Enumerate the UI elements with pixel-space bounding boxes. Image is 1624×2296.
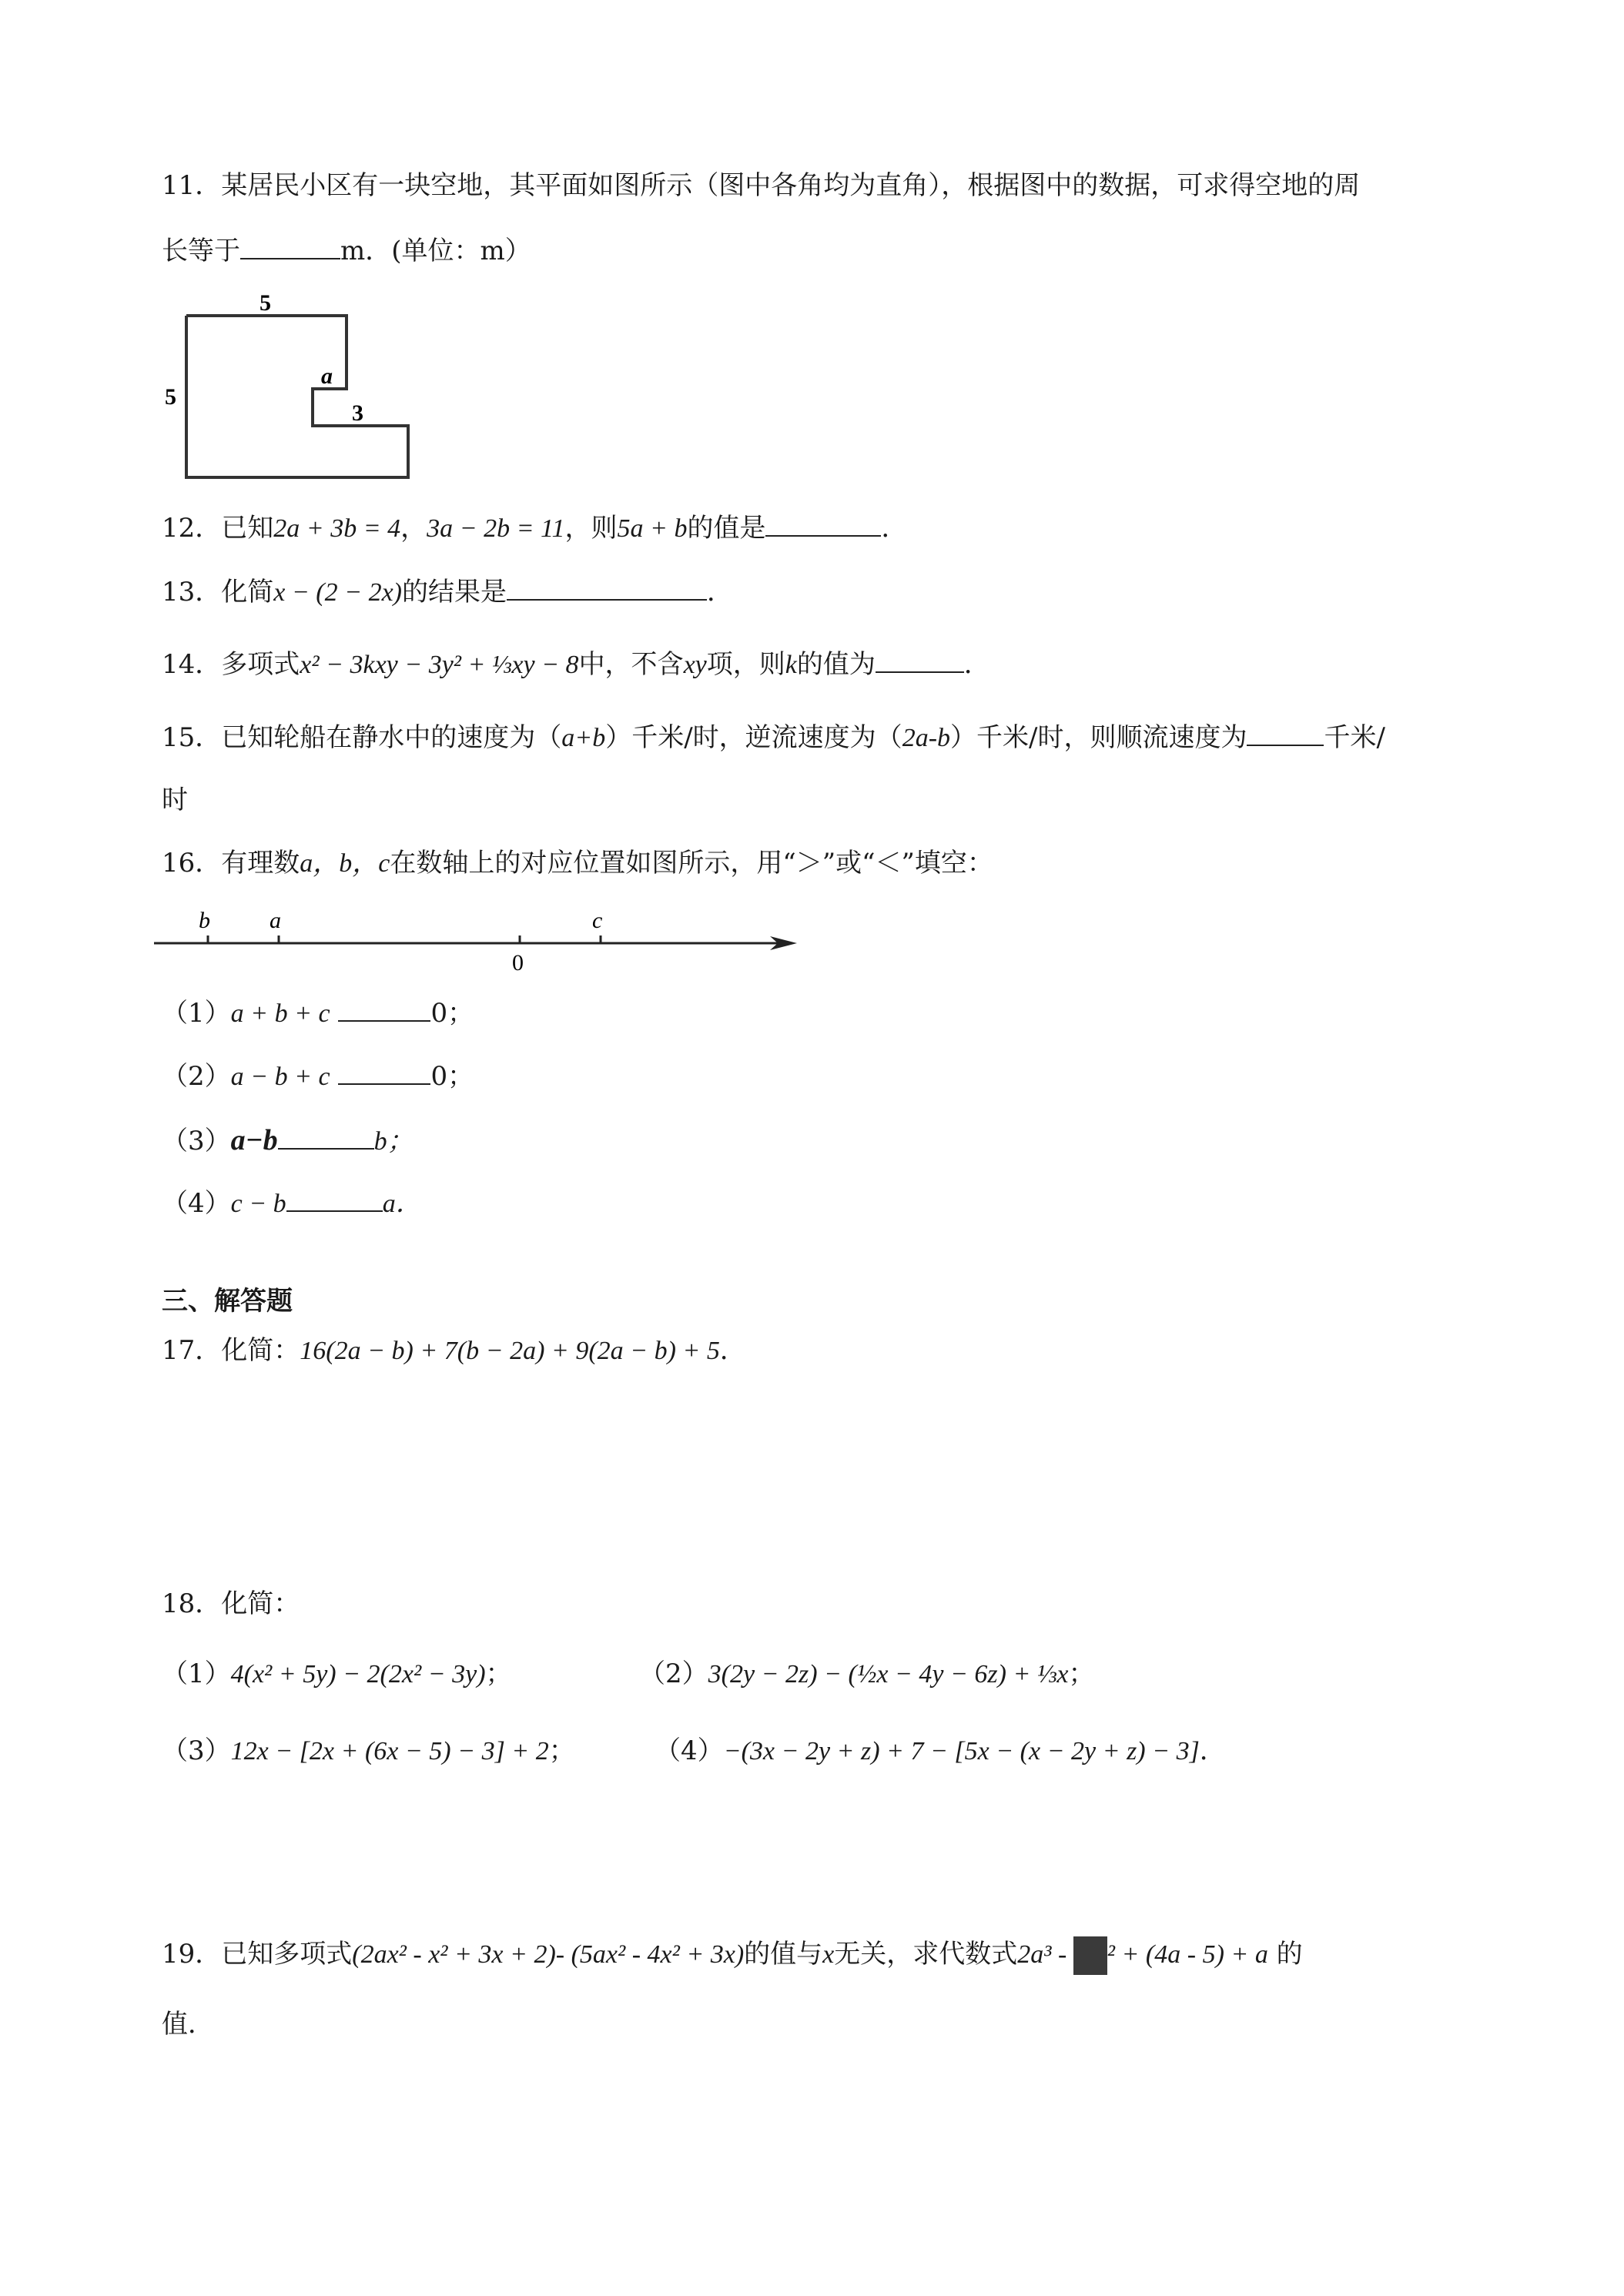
q11-figure-label-step: 3	[352, 400, 363, 426]
q19-x: x	[822, 1940, 835, 1969]
q18-part-4-expr: −(3x − 2y + z) + 7 − [5x − (x − 2y + z) − 3]	[723, 1737, 1200, 1766]
q16-part-4	[162, 1187, 422, 1220]
q19-pre: 19．已知多项式	[162, 1939, 353, 1970]
q18-part-2-label: （2）	[639, 1658, 708, 1689]
q14-mid2: 项，则	[706, 649, 785, 680]
q11-line2-pre: 长等于	[162, 236, 240, 266]
q18-part-2-end: ；	[1068, 1658, 1095, 1689]
q17-expr: 16(2a − b) + 7(b − 2a) + 9(2a − b) + 5	[300, 1337, 720, 1365]
q18-part-3-end: ；	[548, 1735, 575, 1766]
q18-part-4	[655, 1735, 1226, 1768]
q16-vars: a，b，c	[300, 849, 390, 878]
q12-end: ．	[881, 513, 908, 544]
q16-label-b: b	[199, 908, 210, 933]
q19-expr2-tail: ² + (4a - 5) + a	[1107, 1940, 1268, 1969]
q11-figure-label-left: 5	[165, 384, 176, 410]
q17-end: ．	[719, 1335, 746, 1366]
q12-line	[162, 512, 907, 545]
q12-answer-blank	[765, 512, 881, 537]
q17-pre: 17．化简：	[162, 1335, 300, 1366]
q16-part-4-expr: c − b	[230, 1190, 286, 1218]
q12-pre: 12．已知	[162, 513, 274, 544]
q19-expr2: 2a³ -	[1017, 1940, 1073, 1969]
q11-line2	[162, 235, 531, 267]
q13-answer-blank	[507, 576, 707, 601]
q19-line2: 值．	[162, 2009, 214, 2040]
q16-part-3	[162, 1124, 414, 1158]
q15-line1-post: 千米/	[1324, 722, 1385, 753]
q16-stem-pre: 16．有理数	[162, 848, 300, 879]
q16-number-line	[154, 897, 801, 978]
q14-pre: 14．多项式	[162, 649, 300, 680]
section-title: 三、解答题	[162, 1286, 293, 1317]
q16-stem	[162, 847, 993, 880]
q16-part-1-label: （1）	[162, 998, 231, 1029]
q14-k: k	[785, 651, 797, 679]
q13-expr: x − (2 − 2x)	[273, 578, 402, 607]
q16-part-1	[162, 997, 474, 1030]
q16-part-1-rhs: 0；	[430, 998, 474, 1029]
q17-line	[162, 1334, 746, 1367]
q18-part-1-end: ；	[485, 1658, 512, 1689]
q18-part-2	[639, 1658, 1094, 1691]
q18-part-3	[162, 1735, 575, 1768]
q15-answer-blank	[1247, 721, 1324, 746]
q13-pre: 13．化简	[162, 577, 274, 607]
q15-line2: 时	[162, 785, 188, 815]
q18-part-1-label: （1）	[162, 1658, 231, 1689]
q16-stem-post: 在数轴上的对应位置如图所示，用“＞”或“＜”填空：	[390, 848, 993, 879]
q16-part-3-rhs: b；	[373, 1127, 414, 1156]
q16-part-3-expr: a−b	[230, 1124, 278, 1156]
q15-line1-mid: ）千米/时，逆流速度为（	[605, 722, 902, 753]
q18-part-3-expr: 12x − [2x + (6x − 5) − 3] + 2	[230, 1737, 549, 1766]
q16-part-2-label: （2）	[162, 1061, 231, 1092]
q13-line	[162, 576, 733, 609]
q11-line1: 11．某居民小区有一块空地，其平面如图所示（图中各角均为直角），根据图中的数据，可求得空地的周	[162, 170, 1361, 201]
q19-mid: 的值与	[744, 1939, 823, 1970]
q15-line1-pre: 15．已知轮船在静水中的速度为（	[162, 722, 562, 753]
q15-v1: a+b	[561, 724, 606, 752]
q16-part-2-expr: a − b + c	[230, 1063, 330, 1091]
q14-post: 的值为	[796, 649, 876, 680]
q18-part-4-label: （4）	[655, 1735, 724, 1766]
q16-label-a: a	[270, 908, 281, 933]
q16-part-4-rhs: a．	[382, 1190, 422, 1218]
q12-mid: ，则	[564, 513, 618, 544]
q19-mid2: 无关，求代数式	[834, 1939, 1018, 1970]
q19-post: 的	[1276, 1939, 1303, 1970]
q18-part-2-expr: 3(2y − 2z) − (½x − 4y − 6z) + ⅓x	[708, 1660, 1069, 1689]
q13-post: 的结果是	[401, 577, 507, 607]
q19-garbled-glyph	[1073, 1936, 1107, 1975]
q14-end: ．	[963, 649, 990, 680]
q16-part-4-label: （4）	[162, 1188, 231, 1219]
q15-line1	[162, 721, 1385, 755]
q18-part-4-end: ．	[1199, 1735, 1226, 1766]
q12-eq1: 2a + 3b = 4	[273, 514, 401, 543]
q16-part-2-blank	[338, 1060, 430, 1085]
q16-part-2-rhs: 0；	[430, 1061, 474, 1092]
q11-answer-blank	[240, 235, 340, 259]
q16-part-4-blank	[286, 1187, 383, 1212]
q14-term: xy	[683, 651, 707, 679]
q12-eq2: 3a − 2b = 11	[427, 514, 565, 543]
q14-mid: 中，不含	[578, 649, 684, 680]
q12-expr: 5a + b	[617, 514, 688, 543]
q14-expr: x² − 3kxy − 3y² + ⅓xy − 8	[300, 651, 579, 679]
q15-v2: 2a-b	[902, 724, 951, 752]
q16-part-1-blank	[338, 997, 430, 1022]
q16-part-2	[162, 1060, 474, 1093]
q18-title: 18．化简：	[162, 1588, 300, 1619]
q19-line1	[162, 1936, 1303, 1975]
q14-answer-blank	[876, 648, 964, 673]
q15-line1-mid2: ）千米/时，则顺流速度为	[950, 722, 1247, 753]
q13-end: ．	[706, 577, 733, 607]
q16-part-3-blank	[278, 1125, 374, 1150]
q16-part-1-expr: a + b + c	[230, 999, 330, 1028]
q12-post: 的值是	[687, 513, 766, 544]
q14-line	[162, 648, 990, 681]
q11-figure-label-notch: a	[321, 363, 333, 389]
q18-part-1	[162, 1658, 512, 1691]
q18-part-1-expr: 4(x² + 5y) − 2(2x² − 3y)	[230, 1660, 486, 1689]
q16-part-3-label: （3）	[162, 1126, 231, 1156]
q16-label-zero: 0	[512, 950, 524, 976]
q11-figure-label-top: 5	[260, 290, 271, 316]
q11-figure	[162, 289, 424, 489]
q11-line2-post: m．(单位：m）	[340, 236, 531, 266]
q18-part-3-label: （3）	[162, 1735, 231, 1766]
q16-label-c: c	[592, 908, 603, 933]
q19-expr1: (2ax² - x² + 3x + 2)- (5ax² - 4x² + 3x)	[352, 1940, 745, 1969]
q12-sep: ，	[400, 513, 427, 544]
